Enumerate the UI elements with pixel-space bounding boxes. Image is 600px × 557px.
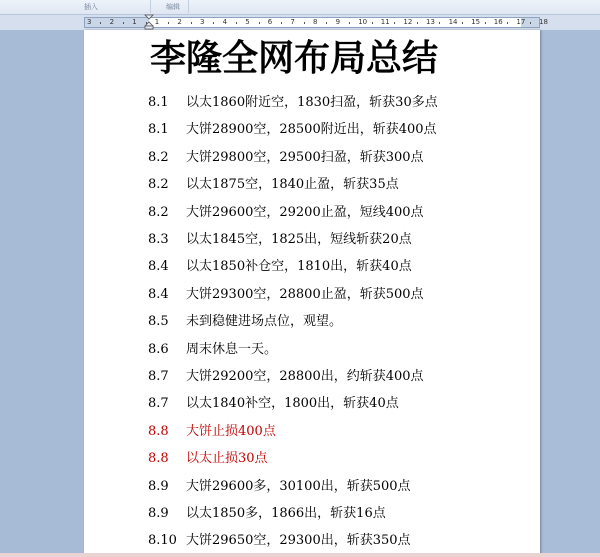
entry-line bbox=[148, 176, 399, 194]
document-title: 李隆全网布局总结 bbox=[150, 37, 439, 79]
ruler-tick bbox=[123, 22, 124, 24]
entry-line bbox=[148, 532, 411, 550]
ruler-left-margin bbox=[85, 18, 149, 27]
entry-line bbox=[148, 121, 437, 139]
ruler-number: 2 bbox=[177, 18, 182, 26]
entry-line bbox=[148, 313, 342, 331]
entry-text: 大饼29600多，30100出，斩获500点 bbox=[186, 478, 411, 494]
entry-line bbox=[148, 505, 386, 523]
ruler-tick bbox=[304, 22, 305, 24]
ruler-tick bbox=[191, 22, 192, 24]
entry-date: 8.1 bbox=[148, 122, 169, 138]
indent-marker-icon[interactable] bbox=[145, 15, 153, 30]
ruler-tick bbox=[372, 22, 373, 24]
ruler-tick bbox=[326, 22, 327, 24]
ruler-tick bbox=[507, 22, 508, 24]
ruler-tick bbox=[213, 22, 214, 24]
entry-line bbox=[148, 286, 424, 304]
ruler-number: 11 bbox=[380, 18, 390, 26]
ruler-number: 17 bbox=[516, 18, 526, 26]
entry-text: 未到稳健进场点位，观望。 bbox=[186, 314, 343, 330]
ruler-number: 3 bbox=[200, 18, 205, 26]
ruler-number: 1 bbox=[154, 18, 160, 26]
ruler-number: 5 bbox=[245, 18, 250, 26]
entry-line bbox=[148, 204, 424, 222]
ribbon-separator bbox=[188, 0, 189, 13]
entry-date: 8.7 bbox=[148, 396, 169, 412]
entry-date: 8.9 bbox=[148, 506, 169, 521]
entry-line bbox=[148, 231, 412, 249]
entry-date: 8.2 bbox=[148, 204, 169, 220]
entry-text: 大饼29300空，28800止盈，斩获500点 bbox=[186, 286, 424, 302]
ruler-number: 16 bbox=[493, 18, 503, 26]
entry-text: 以太1850多，1866出，斩获16点 bbox=[186, 506, 386, 521]
entry-text: 以太1875空，1840止盈，斩获35点 bbox=[186, 177, 399, 193]
entry-date: 8.9 bbox=[148, 478, 169, 494]
ruler-tick bbox=[349, 22, 350, 24]
entry-line-loss bbox=[148, 450, 268, 468]
ribbon-strip bbox=[0, 0, 600, 15]
entry-text: 以太1860附近空，1830扫盈，斩获30多点 bbox=[186, 95, 438, 110]
entry-text: 大饼29600空，29200止盈，短线400点 bbox=[186, 204, 424, 220]
ruler-number: 10 bbox=[358, 18, 368, 26]
entry-text: 以太止损30点 bbox=[186, 451, 268, 467]
left-workspace bbox=[0, 30, 84, 557]
entry-text: 大饼29800空，29500扫盈，斩获300点 bbox=[186, 149, 424, 165]
entry-date: 8.1 bbox=[148, 95, 169, 110]
entry-line bbox=[148, 258, 412, 276]
ruler-tick bbox=[417, 22, 418, 24]
entry-line-loss bbox=[148, 423, 276, 441]
document-page[interactable] bbox=[84, 30, 540, 557]
ruler-number: 3 bbox=[87, 18, 92, 26]
entry-date: 8.2 bbox=[148, 177, 169, 193]
entry-date: 8.2 bbox=[148, 149, 169, 165]
entry-line bbox=[148, 149, 424, 167]
entry-text: 大饼29650空，29300出，斩获350点 bbox=[186, 533, 411, 549]
entry-line bbox=[148, 368, 424, 386]
entry-date: 8.6 bbox=[148, 341, 169, 357]
entry-date: 8.4 bbox=[148, 259, 169, 275]
ribbon-group-insert[interactable]: 插入 bbox=[84, 3, 98, 11]
ruler-number: 18 bbox=[539, 18, 548, 26]
entry-line bbox=[148, 341, 277, 359]
entry-line bbox=[148, 395, 399, 413]
entry-date: 8.4 bbox=[148, 286, 169, 302]
entry-text: 以太1845空，1825出，短线斩获20点 bbox=[186, 232, 412, 247]
ruler-number: 4 bbox=[222, 18, 228, 26]
entry-date: 8.3 bbox=[148, 232, 169, 247]
ruler-tick bbox=[485, 22, 486, 24]
ribbon-group-edit[interactable]: 编辑 bbox=[166, 3, 180, 11]
entry-line bbox=[148, 94, 438, 112]
ruler-tick bbox=[100, 22, 101, 24]
ruler-tick bbox=[281, 22, 282, 24]
ruler-tick bbox=[394, 22, 395, 24]
ruler-bar bbox=[0, 15, 600, 30]
entry-date: 8.8 bbox=[148, 423, 169, 439]
entry-text: 大饼28900空，28500附近出，斩获400点 bbox=[186, 122, 437, 138]
entry-date: 8.8 bbox=[148, 451, 169, 467]
entry-text: 周末休息一天。 bbox=[186, 341, 278, 357]
ruler-tick bbox=[462, 22, 463, 24]
ruler-number: 8 bbox=[313, 18, 318, 26]
ruler-tick bbox=[259, 22, 260, 24]
ruler-number: 6 bbox=[267, 18, 273, 26]
entry-date: 8.7 bbox=[148, 369, 169, 384]
entry-line bbox=[148, 478, 411, 496]
ruler-number: 15 bbox=[471, 18, 481, 26]
entry-text: 大饼29200空，28800出，约斩获400点 bbox=[186, 369, 424, 384]
ruler-number: 9 bbox=[335, 18, 341, 26]
ruler-tick bbox=[439, 22, 440, 24]
entry-text: 以太1840补空，1800出，斩获40点 bbox=[186, 396, 399, 412]
ribbon-separator bbox=[150, 0, 151, 13]
ruler-number: 14 bbox=[448, 18, 458, 26]
ruler-number: 12 bbox=[403, 18, 413, 26]
ruler-number: 13 bbox=[426, 18, 435, 26]
ruler-number: 2 bbox=[109, 18, 115, 26]
status-edge bbox=[0, 553, 600, 557]
ruler-number: 7 bbox=[290, 18, 295, 26]
entry-text: 以太1850补仓空，1810出，斩获40点 bbox=[186, 259, 412, 275]
entry-date: 8.5 bbox=[148, 314, 169, 330]
ruler-tick bbox=[530, 22, 531, 24]
entry-text: 大饼止损400点 bbox=[186, 423, 276, 439]
ruler-tick bbox=[168, 22, 169, 24]
ruler-number: 1 bbox=[132, 18, 137, 26]
entry-date: 8.10 bbox=[148, 533, 177, 549]
ruler-tick bbox=[236, 22, 237, 24]
